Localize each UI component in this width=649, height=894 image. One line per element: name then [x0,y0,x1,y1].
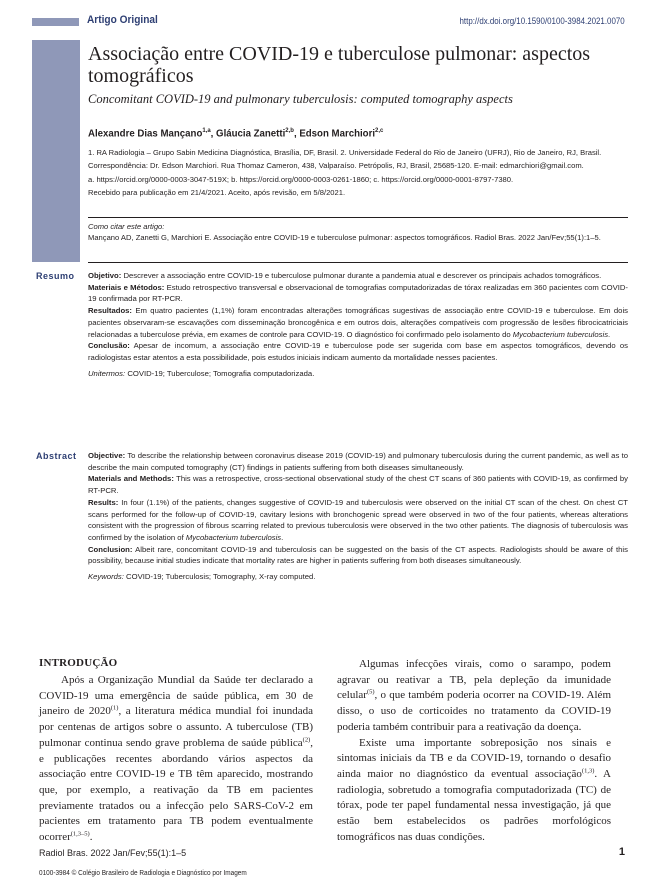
objective-label: Objective: [88,451,126,460]
correspondence: Correspondência: Dr. Edson Marchiori. Rua Thomaz Cameron, 438, Valparaíso. Petrópolis, RJ, Brasil, 25685-120. E-mail: edmarchiori@gmail.com. [88,161,584,171]
organism-name: Mycobacterium tuberculosis [185,532,282,542]
reference-link[interactable]: (1,3) [581,767,595,775]
author-sup: 2,b [285,127,294,134]
section-accent-bar [32,18,79,26]
methods-label: Materials and Methods: [88,474,174,484]
abstract-body: Objective: To describe the relationship between coronavirus disease 2019 (COVID-19) and pulmonary tuberculosis during the current pandemic, as well as to describe the main computed tomography (CT) findings in patients suffering from both diseases simultaneously. Materials and Methods: This was a retrospective, cross-sectional observational study of the chest CT scans of 360 patients with COVID-19, as confirmed by RT-PCR. Results: In four (1.1%) of the patients, changes suggestive of COVID-19 and tuberculosis were observed on the initial CT scan of the chest. On chest CT scans performed for the follow-up of COVID-19, cavitary lesions with bronchogenic spread were observed in two of the four patients, whereas alterations consistent with the progression of fibrous scarring related to previous tuberculosis were observed in the two other patients. The diagnosis of tuberculosis was confirmed by the isolation of Mycobacterium tuberculosis. Conclusion: Albeit rare, concomitant COVID-19 and tuberculosis can be suggested on the basis of the CT aspects. Radiologists should be aware of this possibility, because initial studies indicate that mortality rates are higher in patients suffering from both diseases simultaneously. Keywords: COVID-19; Tuberculosis; Tomography, X-ray computed. [88,451,629,582]
article-subtitle: Concomitant COVID-19 and pulmonary tuberculosis: computed tomography aspects [88,92,513,107]
conclusion-label: Conclusion: [88,544,133,554]
doi-link[interactable]: http://dx.doi.org/10.1590/0100-3984.2021.0070 [459,16,625,26]
paragraph: Algumas infecções virais, como o sarampo, podem agravar ou reativar a TB, pela depleção da imunidade celular$^{(5)}$, o que também poderia ocorrer na COVID-19. Além disso, o uso de corticoides no tratamento da COVID-19 poderia também contribuir para a reativação da doença. [337,658,611,733]
metodos-text: Estudo retrospectivo transversal e observacional de tomografias computadorizadas de tórax realizadas em 360 pacientes com COVID-19 confirmada por RT-PCR. [88,282,628,304]
results-label: Results: [88,497,119,507]
paragraph: Existe uma importante sobreposição nos sinais e sintomas iniciais da TB e da COVID-19, tornando o desafio ainda maior no diagnóstico da eventual associação$^{(1,3)}$. A radiologia, sobretudo a tomografia computadorizada (TC) de tórax, pode ter papel fundamental nessa investigação, já que estão bem estabelecidos os padrões morfológicos tomográficos nas duas condições. [337,736,611,843]
resumo-label: Resumo [36,271,75,281]
author-sup: 1,a [202,127,211,134]
divider [88,262,628,263]
resultados-text: Em quatro pacientes (1,1%) foram encontradas alterações tomográficas sugestivas de associação entre COVID-19 e tuberculose. Em dois pacientes observaram-se escavações com disseminação broncogênica e em outros dois, alterações compatíveis com progressão de lesões fibrocicatriciais relacionadas a tuberculose prévia, em exames de controle para COVID-19. O diagnóstico foi confirmado pelo isolamento do [88,306,628,339]
author-name: Alexandre Dias Mançano [88,127,203,140]
resultados-label: Resultados: [88,306,132,316]
metodos-label: Materiais e Métodos: [88,282,165,292]
citation-box [88,222,628,244]
author-sup: 2,c [375,127,384,134]
body-column-left [39,673,313,846]
keywords-label: Keywords: [88,572,124,582]
objective-text: To describe the relationship between coronavirus disease 2019 (COVID-19) and pulmonary tuberculosis during the current pandemic, as well as to describe the main computed tomography (CT) findings in patients suffering from both diseases simultaneously. [88,451,628,472]
organism-name: Mycobacterium tuberculosis [512,329,609,339]
reference-link[interactable]: (5) [366,688,375,696]
author-list: Alexandre Dias Mançano$^{1,a}$, Gláucia Zanetti$^{2,b}$, Edson Marchiori$^{2,c}$ [88,127,384,140]
author-name: Gláucia Zanetti [216,127,286,140]
author-name: Edson Marchiori [299,127,376,140]
page-number: 1 [618,846,625,858]
article-title: Associação entre COVID-19 e tuberculose pulmonar: aspectos tomográficos [88,43,591,87]
title-accent-block [32,40,80,262]
abstract-label: Abstract [36,451,77,461]
divider [88,217,628,218]
reference-link[interactable]: (2) [302,736,311,744]
unitermos-text: COVID-19; Tuberculose; Tomografia computadorizada. [127,368,315,378]
keywords-text: COVID-19; Tuberculosis; Tomography, X-ray computed. [126,572,316,582]
orcid-links[interactable]: a. https://orcid.org/0000-0003-3047-519X; b. https://orcid.org/0000-0003-0261-1860; c. https://orcid.org/0000-0001-8797-7380. [88,174,514,184]
copyright-notice: 0100-3984 © Colégio Brasileiro de Radiologia e Diagnóstico por Imagem [39,870,247,877]
conclusao-label: Conclusão: [88,341,130,351]
journal-citation: Radiol Bras. 2022 Jan/Fev;55(1):1–5 [39,848,187,858]
objetivo-text: Descrever a associação entre COVID-19 e tuberculose pulmonar durante a pandemia atual e descrever os principais achados tomográficos. [123,271,602,280]
article-metadata [88,148,628,201]
body-column-right [337,657,611,846]
citation-text: Mançano AD, Zanetti G, Marchiori E. Associação entre COVID-19 e tuberculose pulmonar: aspectos tomográficos. Radiol Bras. 2022 Jan/Fev;55(1):1–5. [88,233,601,243]
unitermos-label: Unitermos: [88,368,126,378]
article-header [88,44,628,107]
reference-link[interactable]: (1) [110,704,119,712]
section-label: Artigo Original [87,14,158,26]
paragraph: Após a Organização Mundial da Saúde ter declarado a COVID-19 uma emergência de saúde pública, em 30 de janeiro de 2020$^{(1)}$, a literatura médica mundial foi inundada por centenas de artigos sobre o assunto. A tuberculose (TB) pulmonar continua sendo grave problema de saúde pública$^{(2)}$, e publicações recentes abordando vários aspectos da associação entre COVID-19 e TB têm aparecido, mostrando que, por exemplo, a reativação da TB em pacientes previamente tratados ou a infecção pelo SARS-CoV-2 em pacientes em tratamento para TB podem eventualmente ocorrer$^{(1,3-5)}$. [39,674,313,844]
objetivo-label: Objetivo: [88,271,122,280]
citation-label: Como citar este artigo: [88,222,165,231]
conclusao-text: Apesar de incomum, a associação entre COVID-19 e tuberculose pode ser sugerida com base em aspectos tomográficos, devendo os radiologistas estar atentos a esta possibilidade, pois estudos iniciais indicam aumento da mortalidade nesses pacientes. [88,341,628,362]
reference-link[interactable]: (1,3–5) [70,830,90,838]
affiliations: 1. RA Radiologia – Grupo Sabin Medicina Diagnóstica, Brasília, DF, Brasil. 2. Universidade Federal do Rio de Janeiro (UFRJ), Rio de Janeiro, RJ, Brasil. [88,148,602,157]
resumo-body: Objetivo: Descrever a associação entre COVID-19 e tuberculose pulmonar durante a pandemia atual e descrever os principais achados tomográficos. Materiais e Métodos: Estudo retrospectivo transversal e observacional de tomografias computadorizadas de tórax realizadas em 360 pacientes com COVID-19 confirmada por RT-PCR. Resultados: Em quatro pacientes (1,1%) foram encontradas alterações tomográficas sugestivas de associação entre COVID-19 e tuberculose. Em dois pacientes observaram-se escavações com disseminação broncogênica e em outros dois, alterações compatíveis com progressão de lesões fibrocicatriciais relacionadas a tuberculose prévia, em exames de controle para COVID-19. O diagnóstico foi confirmado pelo isolamento do Mycobacterium tuberculosis. Conclusão: Apesar de incomum, a associação entre COVID-19 e tuberculose pode ser sugerida com base em aspectos tomográficos, devendo os radiologistas estar atentos a esta possibilidade, pois estudos iniciais indicam aumento da mortalidade nesses pacientes. Unitermos: COVID-19; Tuberculose; Tomografia computadorizada. [88,271,628,378]
methods-text: This was a retrospective, cross-sectional observational study of the chest CT scans of 360 patients with COVID-19, as confirmed by RT-PCR. [88,474,629,496]
received-dates: Recebido para publicação em 21/4/2021. Aceito, após revisão, em 5/8/2021. [88,187,346,197]
conclusion-text: Albeit rare, concomitant COVID-19 and tuberculosis can be suggested on the basis of the CT aspects. Radiologists should be aware of this possibility, because initial studies indicate that mortality rates are higher in patients suffering from both diseases simultaneously. [88,544,628,566]
results-text: In four (1.1%) of the patients, changes suggestive of COVID-19 and tuberculosis were observed on the initial CT scan of the chest. On chest CT scans performed for the follow-up of COVID-19, cavitary lesions with bronchogenic spread were observed in two of the four patients, whereas alterations consistent with the progression of fibrous scarring related to previous tuberculosis were observed in the two other patients. The diagnosis of tuberculosis was confirmed by the isolation of [88,497,628,542]
section-heading: INTRODUÇÃO [39,657,118,669]
